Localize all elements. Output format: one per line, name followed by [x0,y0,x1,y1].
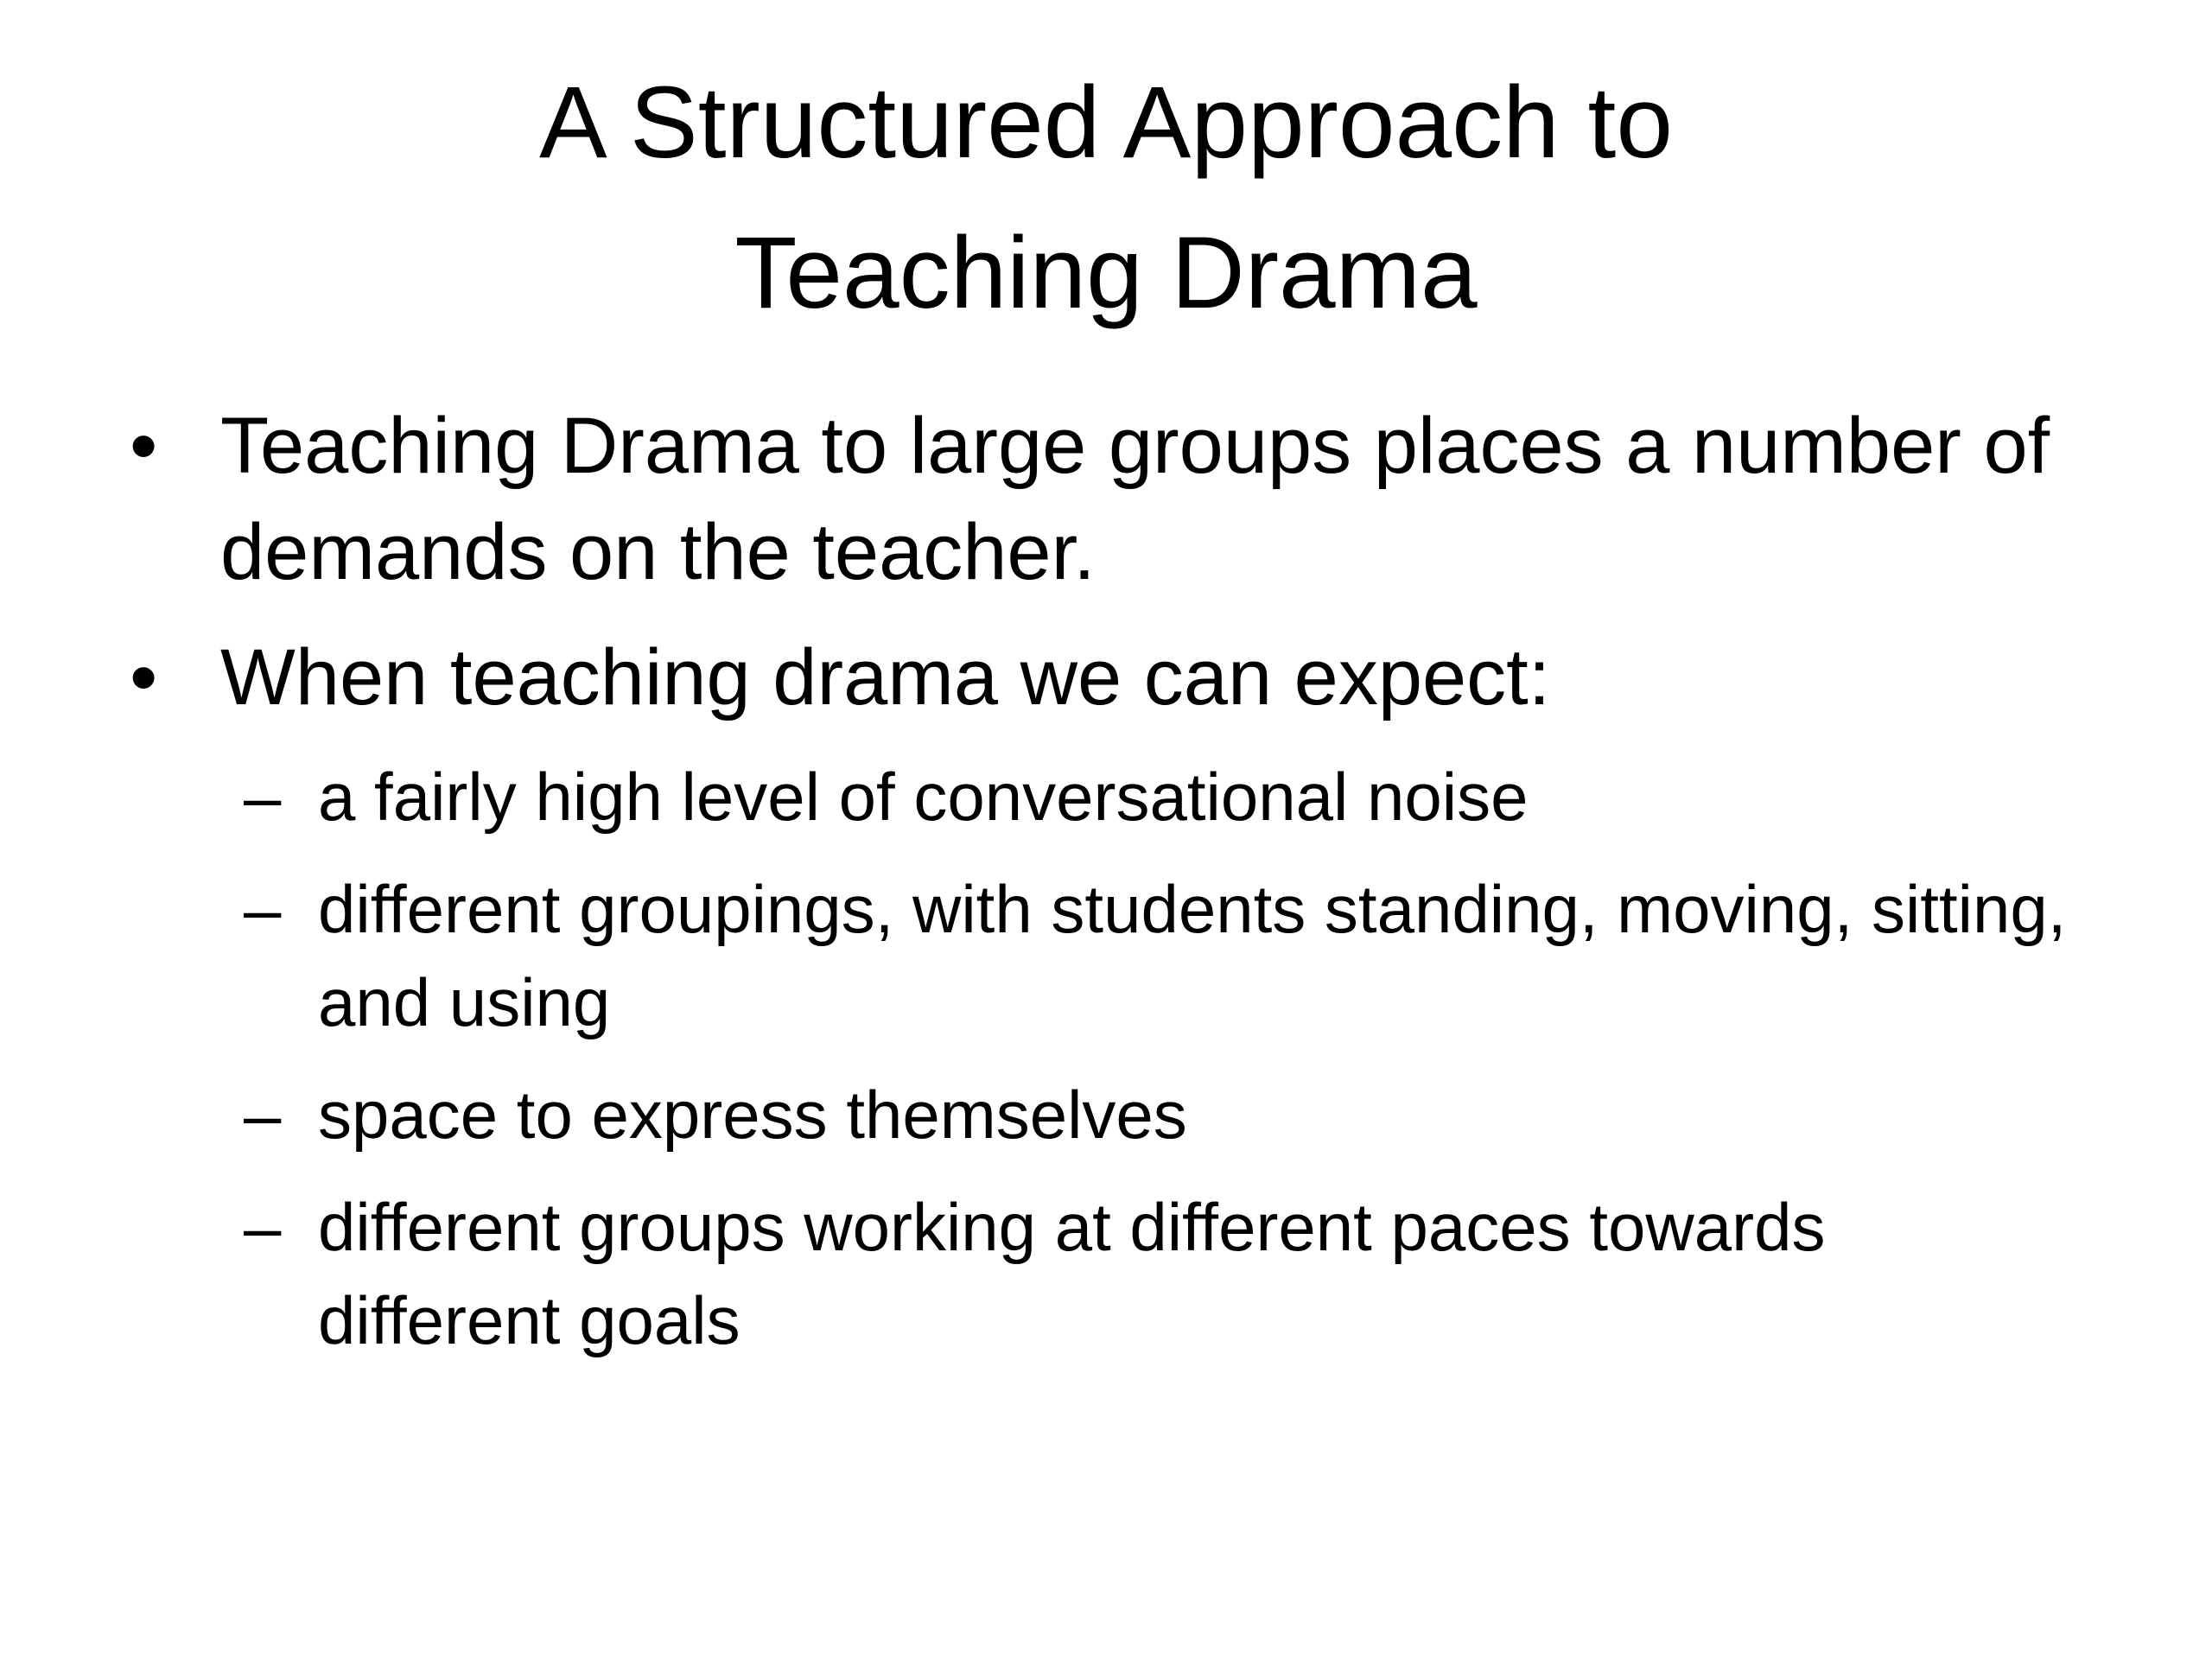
subbullet-marker: – [244,1077,282,1153]
subbullet-text: a fairly high level of conversational noise [318,759,1529,835]
subbullet-item [130,750,2074,843]
bullet-text: When teaching drama we can expect: [220,633,1551,721]
slide-body [130,393,2074,1386]
title-line-2: Teaching Drama [734,216,1478,330]
bullet-text: Teaching Drama to large groups places a number of demands on the teacher. [220,402,2050,596]
subbullet-text: different groups working at different paces towards different goals [318,1189,1826,1358]
subbullet-marker: – [244,871,282,947]
subbullet-item [130,1068,2074,1161]
title-line-1: A Structured Approach to [539,66,1673,180]
bullet-item [130,393,2074,606]
subbullet-text: different groupings, with students standing, moving, sitting, and using [318,871,2067,1040]
subbullet-item [130,1180,2074,1367]
subbullet-text: space to express themselves [318,1077,1187,1153]
subbullet-marker: – [244,1189,282,1265]
slide-title [259,48,1953,348]
bullet-item [130,625,2074,731]
bullet-marker: • [130,633,158,721]
subbullet-item [130,862,2074,1049]
bullet-marker: • [130,402,158,490]
subbullet-marker: – [244,759,282,835]
